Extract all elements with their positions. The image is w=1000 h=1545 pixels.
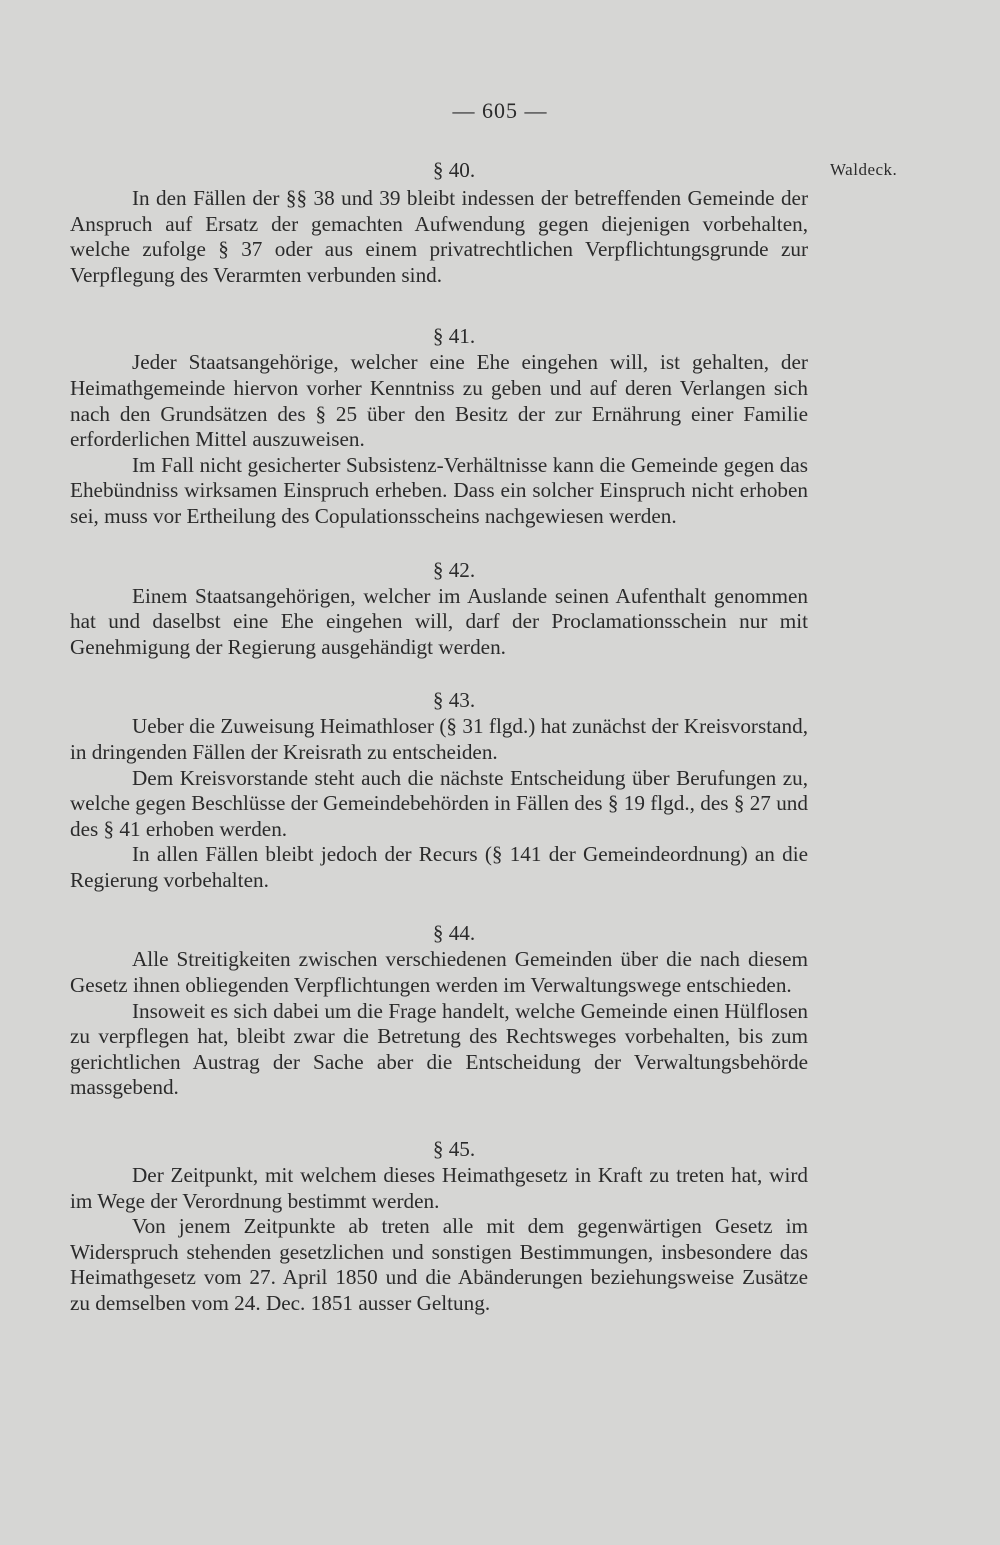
- section-44: [70, 919, 808, 1101]
- paragraph: Jeder Staatsangehörige, welcher eine Ehe eingehen will, ist gehalten, der Heimathgemeinde hiervon vorher Kenntniss zu geben und auf deren Verlangen sich nach den Grundsätzen des § 25 über den Besitz der zur Ernährung einer Familie erforderlichen Mittel auszuweisen.: [70, 350, 808, 452]
- section-41: [70, 322, 808, 529]
- section-heading: § 40.: [432, 158, 476, 182]
- section-heading: § 41.: [432, 324, 476, 349]
- paragraph: Ueber die Zuweisung Heimathloser (§ 31 flgd.) hat zunächst der Kreisvorstand, in dringenden Fällen der Kreisrath zu entscheiden.: [70, 714, 808, 764]
- paragraph: Von jenem Zeitpunkte ab treten alle mit dem gegenwärtigen Gesetz im Widerspruch stehenden gesetzlichen und sonstigen Bestimmungen, insbesondere das Heimathgesetz vom 27. April 1850 und die Abänderungen beziehungsweise Zusätze zu demselben vom 24. Dec. 1851 ausser Geltung.: [70, 1214, 808, 1315]
- section-heading: § 43.: [432, 688, 476, 713]
- section-heading: § 44.: [432, 921, 476, 946]
- paragraph: Einem Staatsangehörigen, welcher im Auslande seinen Aufenthalt genommen hat und daselbst eine Ehe eingehen will, darf der Proclamationsschein nur mit Genehmigung der Regierung ausgehändigt werden.: [70, 583, 808, 659]
- section-43: [70, 686, 808, 893]
- paragraph: In allen Fällen bleibt jedoch der Recurs (§ 141 der Gemeindeordnung) an die Regierung vorbehalten.: [70, 842, 808, 892]
- paragraph: Insoweit es sich dabei um die Frage handelt, welche Gemeinde einen Hülflosen zu verpflegen hat, bleibt zwar die Betretung des Rechtsweges vorbehalten, bis zum gerichtlichen Austrag der Sache aber die Entscheidung der Verwaltungsbehörde massgebend.: [70, 998, 808, 1100]
- margin-note: Waldeck.: [830, 160, 898, 179]
- section-heading: § 42.: [432, 557, 476, 582]
- document-body: [70, 156, 808, 1317]
- paragraph: Im Fall nicht gesicherter Subsistenz-Verhältnisse kann die Gemeinde gegen das Ehebündniss wirksamen Einspruch erheben. Dass ein solcher Einspruch nicht erhoben sei, muss vor Ertheilung des Copulationsscheins nachgewiesen werden.: [70, 452, 808, 528]
- section-42: [70, 556, 808, 661]
- page-number: — 605 —: [452, 98, 548, 123]
- paragraph: Der Zeitpunkt, mit welchem dieses Heimathgesetz in Kraft zu treten hat, wird im Wege der Verordnung bestimmt werden.: [70, 1163, 808, 1213]
- paragraph: Dem Kreisvorstande steht auch die nächste Entscheidung über Berufungen zu, welche gegen Beschlüsse der Gemeindebehörden in Fällen des § 19 flgd., des § 27 und des § 41 erhoben werden.: [70, 765, 808, 841]
- paragraph: Alle Streitigkeiten zwischen verschiedenen Gemeinden über die nach diesem Gesetz ihnen obliegenden Verpflichtungen werden im Verwaltungswege entschieden.: [70, 947, 808, 998]
- section-40: [70, 156, 808, 288]
- section-heading: § 45.: [432, 1137, 476, 1162]
- paragraph: In den Fällen der §§ 38 und 39 bleibt indessen der betreffenden Gemeinde der Anspruch auf Ersatz der gemachten Aufwendung gegen diejenigen vorbehalten, welche zufolge § 37 oder aus einem privatrechtlichen Verpflichtungsgrunde zur Verpflegung des Verarmten verbunden sind.: [70, 186, 808, 287]
- section-45: [70, 1135, 808, 1317]
